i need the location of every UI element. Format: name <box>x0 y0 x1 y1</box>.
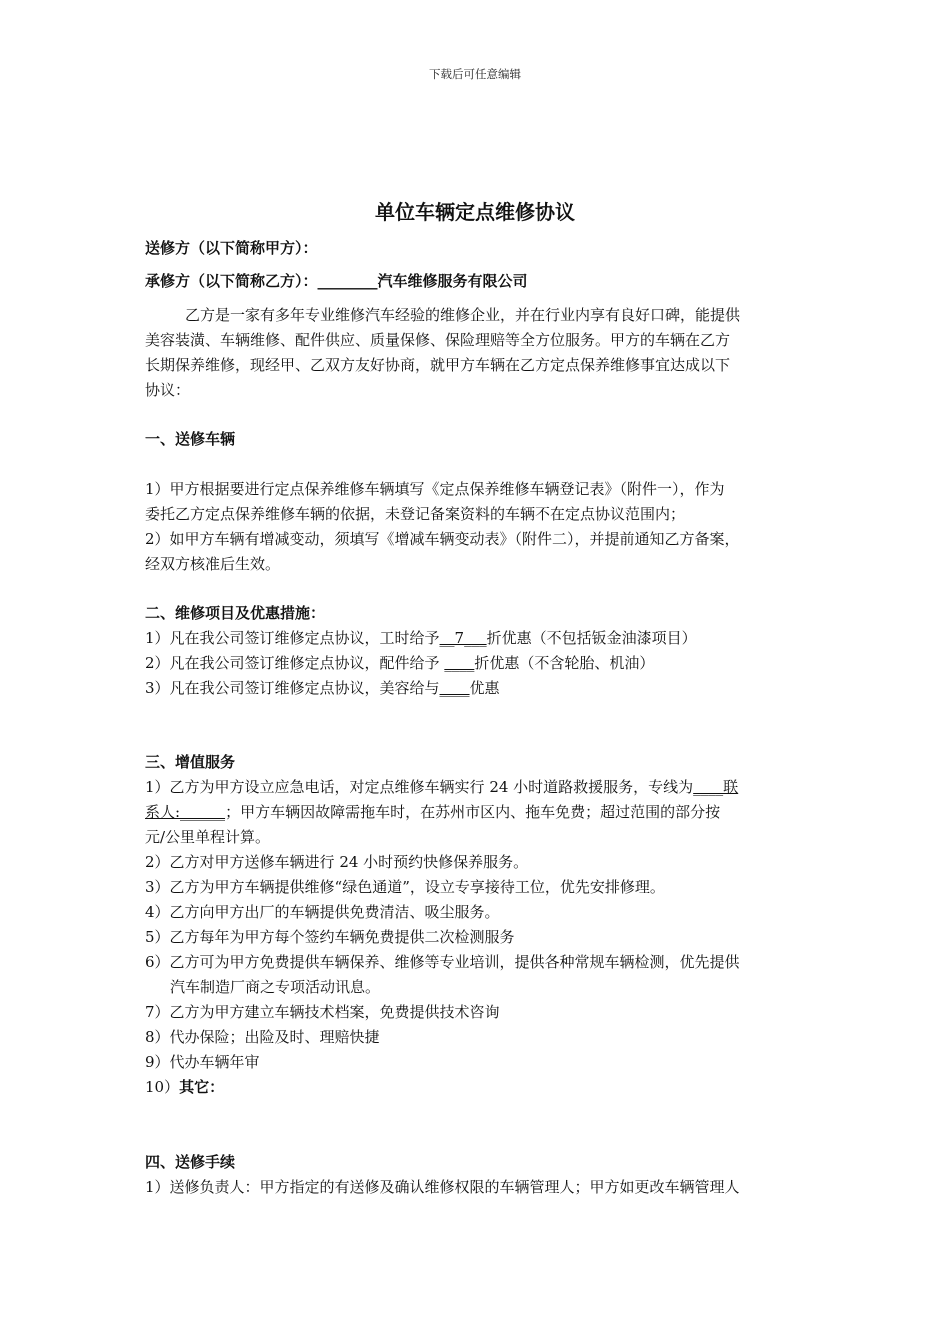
section1-line: 委托乙方定点保养维修车辆的依据，未登记备案资料的车辆不在定点协议范围内； <box>145 505 686 523</box>
party-b-blank: ________ <box>317 272 378 290</box>
section3-item: 7）乙方为甲方建立车辆技术档案，免费提供技术咨询 <box>145 1003 500 1021</box>
item-text: 1）乙方为甲方设立应急电话，对定点维修车辆实行 24 小时道路救援服务，专线为 <box>145 778 694 796</box>
intro-line: 协议： <box>145 381 191 399</box>
intro-line: 美容装潢、车辆维修、配件供应、质量保修、保险理赔等全方位服务。甲方的车辆在乙方 <box>145 331 731 349</box>
fill-blank: 系人:______ <box>145 803 226 821</box>
intro-line: 长期保养维修，现经甲、乙双方友好协商，就甲方车辆在乙方定点保养维修事宜达成以下 <box>145 356 731 374</box>
page-header: 下载后可任意编辑 <box>429 67 521 81</box>
section4-line: 1）送修负责人：甲方指定的有送修及确认维修权限的车辆管理人；甲方如更改车辆管理人 <box>145 1178 740 1196</box>
section2-item-3 <box>145 676 815 701</box>
intro-line: 乙方是一家有多年专业维修汽车经验的维修企业，并在行业内享有良好口碑，能提供 <box>185 306 741 324</box>
party-a-line: 送修方（以下简称甲方）： <box>145 239 318 257</box>
section2-item-2 <box>145 651 815 676</box>
section3-item: 4）乙方向甲方出厂的车辆提供免费清洁、吸尘服务。 <box>145 903 500 921</box>
section2-item-1 <box>145 626 815 651</box>
item-text: 折优惠（不含轮胎、机油） <box>474 654 655 672</box>
fill-blank: __7___ <box>439 629 487 647</box>
section3-item: 5）乙方每年为甲方每个签约车辆免费提供二次检测服务 <box>145 928 515 946</box>
section2-heading: 二、维修项目及优惠措施： <box>145 604 326 622</box>
section3-item-1-cont: 元/公里单程计算。 <box>145 828 271 846</box>
section3-item-1 <box>145 775 815 800</box>
party-b-label: 承修方（以下简称乙方）： <box>145 272 318 290</box>
item-text: 1）凡在我公司签订维修定点协议，工时给予 <box>145 629 440 647</box>
item-number: 10） <box>145 1078 180 1096</box>
item-text: 2）凡在我公司签订维修定点协议，配件给予 <box>145 654 445 672</box>
fill-blank: ____ <box>439 679 470 697</box>
section1-line: 2）如甲方车辆有增减变动，须填写《增减车辆变动表》（附件二），并提前通知乙方备案， <box>145 530 740 548</box>
item-text: 折优惠（不包括钣金油漆项目） <box>486 629 697 647</box>
section1-line: 1）甲方根据要进行定点保养维修车辆填写《定点保养维修车辆登记表》（附件一），作为 <box>145 480 725 498</box>
section3-item: 8）代办保险；出险及时、理赔快捷 <box>145 1028 380 1046</box>
section4-heading: 四、送修手续 <box>145 1153 236 1171</box>
section1-heading: 一、送修车辆 <box>145 430 236 448</box>
document-title: 单位车辆定点维修协议 <box>375 200 575 224</box>
section3-item: 9）代办车辆年审 <box>145 1053 260 1071</box>
section3-item: 6）乙方可为甲方免费提供车辆保养、维修等专业培训，提供各种常规车辆检测，优先提供 <box>145 953 740 971</box>
section3-item: 2）乙方对甲方送修车辆进行 24 小时预约快修保养服务。 <box>145 853 529 871</box>
fill-blank: ____ <box>444 654 475 672</box>
section3-item-cont: 汽车制造厂商之专项活动讯息。 <box>170 978 381 996</box>
section3-item-10 <box>145 1075 815 1100</box>
section3-item-1-cont <box>145 800 815 825</box>
party-b-company: 汽车维修服务有限公司 <box>377 272 528 290</box>
party-b-line <box>145 269 815 294</box>
fill-blank: ____联 <box>693 778 739 796</box>
item-text: 优惠 <box>469 679 500 697</box>
section3-item: 3）乙方为甲方车辆提供维修“绿色通道”，设立专享接待工位，优先安排修理。 <box>145 878 665 896</box>
item-text: 3）凡在我公司签订维修定点协议，美容给与 <box>145 679 440 697</box>
section3-heading: 三、增值服务 <box>145 753 236 771</box>
section1-line: 经双方核准后生效。 <box>145 555 281 573</box>
item-text: ；甲方车辆因故障需拖车时，在苏州市区内、拖车免费；超过范围的部分按 <box>225 803 721 821</box>
item-label: 其它： <box>179 1078 225 1096</box>
